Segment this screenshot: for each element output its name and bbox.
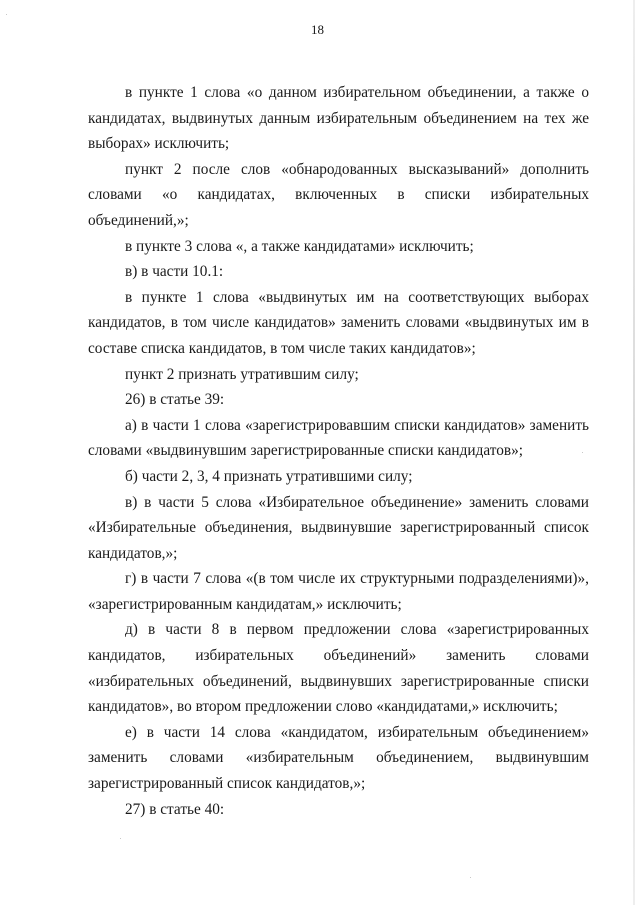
paragraph-13: е) в части 14 слова «кандидатом, избирательным объединением» заменить словами «избирательным объединением, выдвинувшим зарегистрированный список кандидатов,»; bbox=[88, 723, 589, 793]
paragraph-2: пункт 2 после слов «обнародованных высказываний» дополнить словами «о кандидатах, включенных в списки избирательных объединений,»; bbox=[88, 160, 589, 229]
paragraph-12: д) в части 8 в первом предложении слова «зарегистрированных кандидатов, избирательных объединений» заменить словами «избирательных объединений, выдвинувших зарегистрированные списки кандидатов», во втором предложении слово «кандидатами,» исключить; bbox=[88, 621, 589, 716]
page-number: 18 bbox=[311, 22, 324, 37]
paragraph-6: пункт 2 признать утратившим силу; bbox=[125, 365, 359, 383]
paragraph-7: 26) в статье 39: bbox=[125, 391, 225, 409]
paragraph-9: б) части 2, 3, 4 признать утратившими силу; bbox=[125, 467, 413, 485]
paragraph-3: в пункте 3 слова «, а также кандидатами» исключить; bbox=[125, 237, 474, 255]
paragraph-10: в) в части 5 слова «Избирательное объединение» заменить словами «Избирательные объединения, выдвинувшие зарегистрированный список кандидатов,»; bbox=[88, 493, 589, 562]
paragraph-11: г) в части 7 слова «(в том числе их структурными подразделениями)», «зарегистрированным кандидатам,» исключить; bbox=[88, 570, 589, 613]
document-body bbox=[88, 80, 589, 822]
paragraph-1: в пункте 1 слова «о данном избирательном объединении, а также о кандидатах, выдвинутых данным избирательным объединением на тех же выборах» исключить; bbox=[88, 84, 589, 153]
paragraph-8: а) в части 1 слова «зарегистрировавшим списки кандидатов» заменить словами «выдвинувшим зарегистрированные списки кандидатов»; bbox=[88, 416, 589, 460]
scan-speck bbox=[470, 877, 471, 878]
paragraph-14: 27) в статье 40: bbox=[125, 800, 225, 818]
scan-speck bbox=[582, 452, 583, 453]
paragraph-4: в) в части 10.1: bbox=[125, 263, 224, 281]
scan-speck bbox=[120, 838, 121, 839]
paragraph-5: в пункте 1 слова «выдвинутых им на соответствующих выборах кандидатов, в том числе кандидатов» заменить словами «выдвинутых им в составе списка кандидатов, в том числе таких кандидатов»; bbox=[88, 288, 589, 357]
scan-speck bbox=[6, 14, 7, 15]
